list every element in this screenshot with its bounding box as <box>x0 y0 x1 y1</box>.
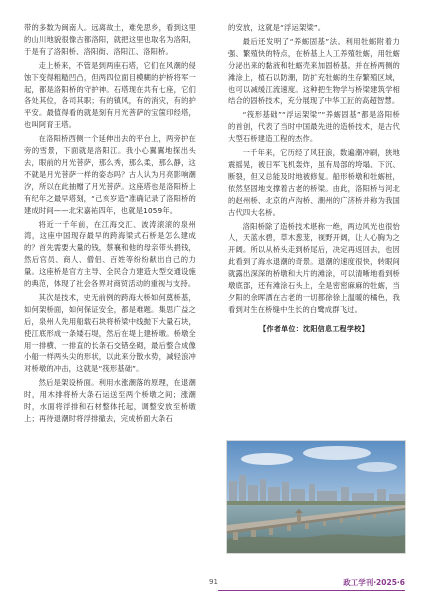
left-paragraph-4: 将近一千年前，在江海交汇、波涛滚滚的泉州湾，这座中国现存最早的跨海梁式石桥是怎么建成的？首先需要大量的钱，蔡襄和他的母亲带头捐钱，然后官员、商人、僧侣、百姓等纷纷献出自己的力量。这座桥是官方主导、全民合力建造大型交通设施的典范，体现了社会各界对商贸活动的重视与支持。 <box>24 219 196 289</box>
left-paragraph-2: 走上桥来，不管是到两座石塔，它们在风潮的侵蚀下变得粗糙凹凸，但两四位面目模糊的护桥将军一起，都是洛阳桥的守护神。石塔现在共有七座，它们各处其位，各司其职；有的镇风，有的消灾，有的护平安。最值得看的就是刻有月光菩萨的宝箧印经塔，也叫阿育王塔。 <box>24 60 196 130</box>
right-paragraph-5: 洛阳桥除了造桥技术堪称一绝，两边风光也很怡人，天蓝水碧，草木葱茏，视野开阔，让人心胸为之开阔。所以从桥头走到桥尾后，决定再返回去，也因此看到了海水退潮的奇景。退潮的速度很快，转眼间就露出深深的桥墩和大片的滩涂，可以清晰地看到桥墩底部，还有滩涂石头上，全是密密麻麻的牡蛎，当夕阳的余晖洒在古老的一切都徐徐上温暖的橘色，我看到对生在桥缝中生长的白鹭成群飞过。 <box>228 221 400 314</box>
right-paragraph-4: 一千年来，它历经了风狂浪，数遍潮冲刷，狭地震摇晃，被日军飞机轰炸，虽有局部的垮塌、下沉、断裂，但又总能及时地被修复。船形桥墩和牡蛎桩，依然坚固地支撑着古老的桥梁。由此，洛阳桥与河北的赵州桥、北京的卢沟桥、潮州的广济桥并称为我国古代四大名桥。 <box>228 148 400 217</box>
left-paragraph-1: 带的多数为闽南人。远离故土，难免思乡，看到这里的山川地貌很像古都洛阳，就把这里也取名为洛阳，于是有了洛阳桥、洛阳街、洛阳江、洛阳桥。 <box>24 23 196 56</box>
left-paragraph-3: 在洛阳桥西侧一个延伸出去的平台上，两旁护在旁的雪景，下面就是洛阳江。我小心翼翼地探出头去，眼前的月光菩萨，那么秀，那么柔，那么静，这不就是月光菩萨一样的姿态吗？古人认为月亮影响潮汐，所以在此抽赠了月光菩萨。这座塔也是洛阳桥上有纪年之最早塔刻，“己亥岁造”准确记录了洛阳桥的建成时间——北宋嘉祐四年，也就是1059年。 <box>24 134 196 215</box>
author-affiliation: 【作者单位：沈阳信息工程学校】 <box>259 324 369 333</box>
left-paragraph-5: 其次是技术，史无前例的跨海大桥如何奠桥基，如何架桥面，如何保证安全，都是难题。集思广益之后，泉州人先用船载石块将桥梁中线抛下大量石块，使江底形成一条矮石堤，然后在堤上建桥墩。桥墩全用一排横、一排直的长条石交错垒砌，最后整合成像小船一样两头尖的形状，以此来分散水势，减轻浪冲对桥墩的冲击，这就是“筏形基础”。 <box>24 292 196 374</box>
left-column <box>24 22 196 427</box>
page-number: 91 <box>209 578 218 586</box>
footer-rule <box>218 590 405 591</box>
right-paragraph-2: 最后还发明了“养蛎固基”法。利用牡蛎附着力强、繁殖快的特点，在桥基上人工养殖牡蛎，用牡蛎分泌出来的黏液和牡蛎壳来加固桥基。并在桥两侧的滩涂上，植石以防潮，防扩充牡蛎的生存繁殖区域，也可以减缓江流速度。这种把生物学与桥梁建筑学相结合的固桥技术，充分展现了中华工匠的高超智慧。 <box>228 36 400 106</box>
right-column <box>228 22 400 344</box>
left-paragraph-6: 然后是架设桥面。利用水涨潮落的原理，在退潮时，用木排将桥大条石运送至两个桥墩之间；涨潮时，水面将浮排和石材整体托起，调整安放至桥墩上；再待退潮时将浮排撤去，完成桥面大条石 <box>24 378 196 423</box>
bridge-photo-image <box>227 441 405 553</box>
bridge-photo <box>226 440 406 554</box>
right-paragraph-3: “筏形基础”“浮运架梁”“养蛎固基”都是洛阳桥的首创，代表了当时中国最先进的造桥技术，是古代大型石桥建造工程的杰作。 <box>228 110 400 144</box>
right-paragraph-1: 的安放，这就是“浮运架梁”。 <box>228 23 326 32</box>
journal-footer: 政工学刊·2025·6 <box>343 578 405 587</box>
